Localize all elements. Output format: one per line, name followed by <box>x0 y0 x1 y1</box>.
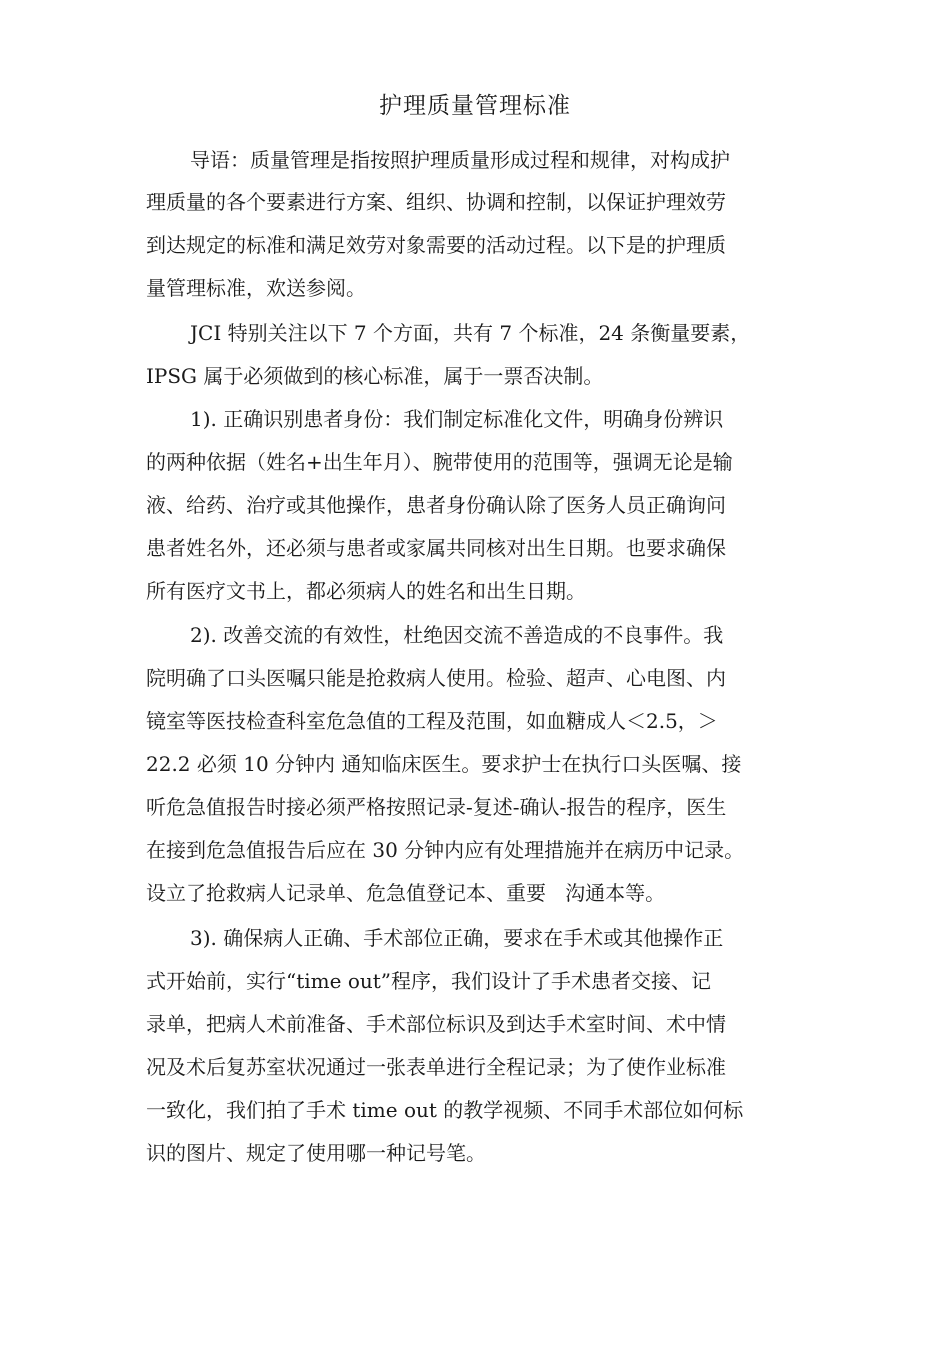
paragraph-intro-line: 到达规定的标准和满足效劳对象需要的活动过程。以下是的护理质 <box>146 233 726 257</box>
paragraph-intro-line: 量管理标准，欢送参阅。 <box>146 276 366 300</box>
paragraph-jci-line: JCI 特别关注以下 7 个方面，共有 7 个标准，24 条衡量要素， <box>190 321 751 345</box>
paragraph-item1-line: 的两种依据（姓名+出生年月）、腕带使用的范围等，强调无论是输 <box>146 450 733 474</box>
paragraph-intro-line: 理质量的各个要素进行方案、组织、协调和控制，以保证护理效劳 <box>146 190 726 214</box>
paragraph-item3-line: 式开始前，实行“time out”程序，我们设计了手术患者交接、记 <box>146 969 711 993</box>
paragraph-item2-line: 设立了抢救病人记录单、危急值登记本、重要 沟通本等。 <box>146 881 666 905</box>
paragraph-item3-line: 3). 确保病人正确、手术部位正确，要求在手术或其他操作正 <box>190 926 724 950</box>
paragraph-item1-line: 所有医疗文书上，都必须病人的姓名和出生日期。 <box>146 579 586 603</box>
paragraph-item2-line: 2). 改善交流的有效性，杜绝因交流不善造成的不良事件。我 <box>190 623 724 647</box>
paragraph-jci-line: IPSG 属于必须做到的核心标准，属于一票否决制。 <box>146 364 604 388</box>
paragraph-item3-line: 一致化，我们拍了手术 time out 的教学视频、不同手术部位如何标 <box>146 1098 744 1122</box>
paragraph-item2-line: 镜室等医技检查科室危急值的工程及范围，如血糖成人＜2.5，＞ <box>146 709 718 733</box>
paragraph-item1-line: 液、给药、治疗或其他操作，患者身份确认除了医务人员正确询问 <box>146 493 726 517</box>
paragraph-item2-line: 听危急值报告时接必须严格按照记录-复述-确认-报告的程序，医生 <box>146 795 727 819</box>
paragraph-item3-line: 录单，把病人术前准备、手术部位标识及到达手术室时间、术中情 <box>146 1012 726 1036</box>
paragraph-item2-line: 院明确了口头医嘱只能是抢救病人使用。检验、超声、心电图、内 <box>146 666 726 690</box>
paragraph-item1-line: 1). 正确识别患者身份：我们制定标准化文件，明确身份辨识 <box>190 407 724 431</box>
paragraph-item2-line: 22.2 必须 10 分钟内 通知临床医生。要求护士在执行口头医嘱、接 <box>146 752 742 776</box>
paragraph-intro-line: 导语：质量管理是指按照护理质量形成过程和规律，对构成护 <box>190 148 730 172</box>
document-title: 护理质量管理标准 <box>379 93 571 119</box>
paragraph-item3-line: 况及术后复苏室状况通过一张表单进行全程记录；为了使作业标准 <box>146 1055 726 1079</box>
paragraph-item1-line: 患者姓名外，还必须与患者或家属共同核对出生日期。也要求确保 <box>146 536 726 560</box>
paragraph-item2-line: 在接到危急值报告后应在 30 分钟内应有处理措施并在病历中记录。 <box>146 838 745 862</box>
paragraph-item3-line: 识的图片、规定了使用哪一种记号笔。 <box>146 1141 486 1165</box>
